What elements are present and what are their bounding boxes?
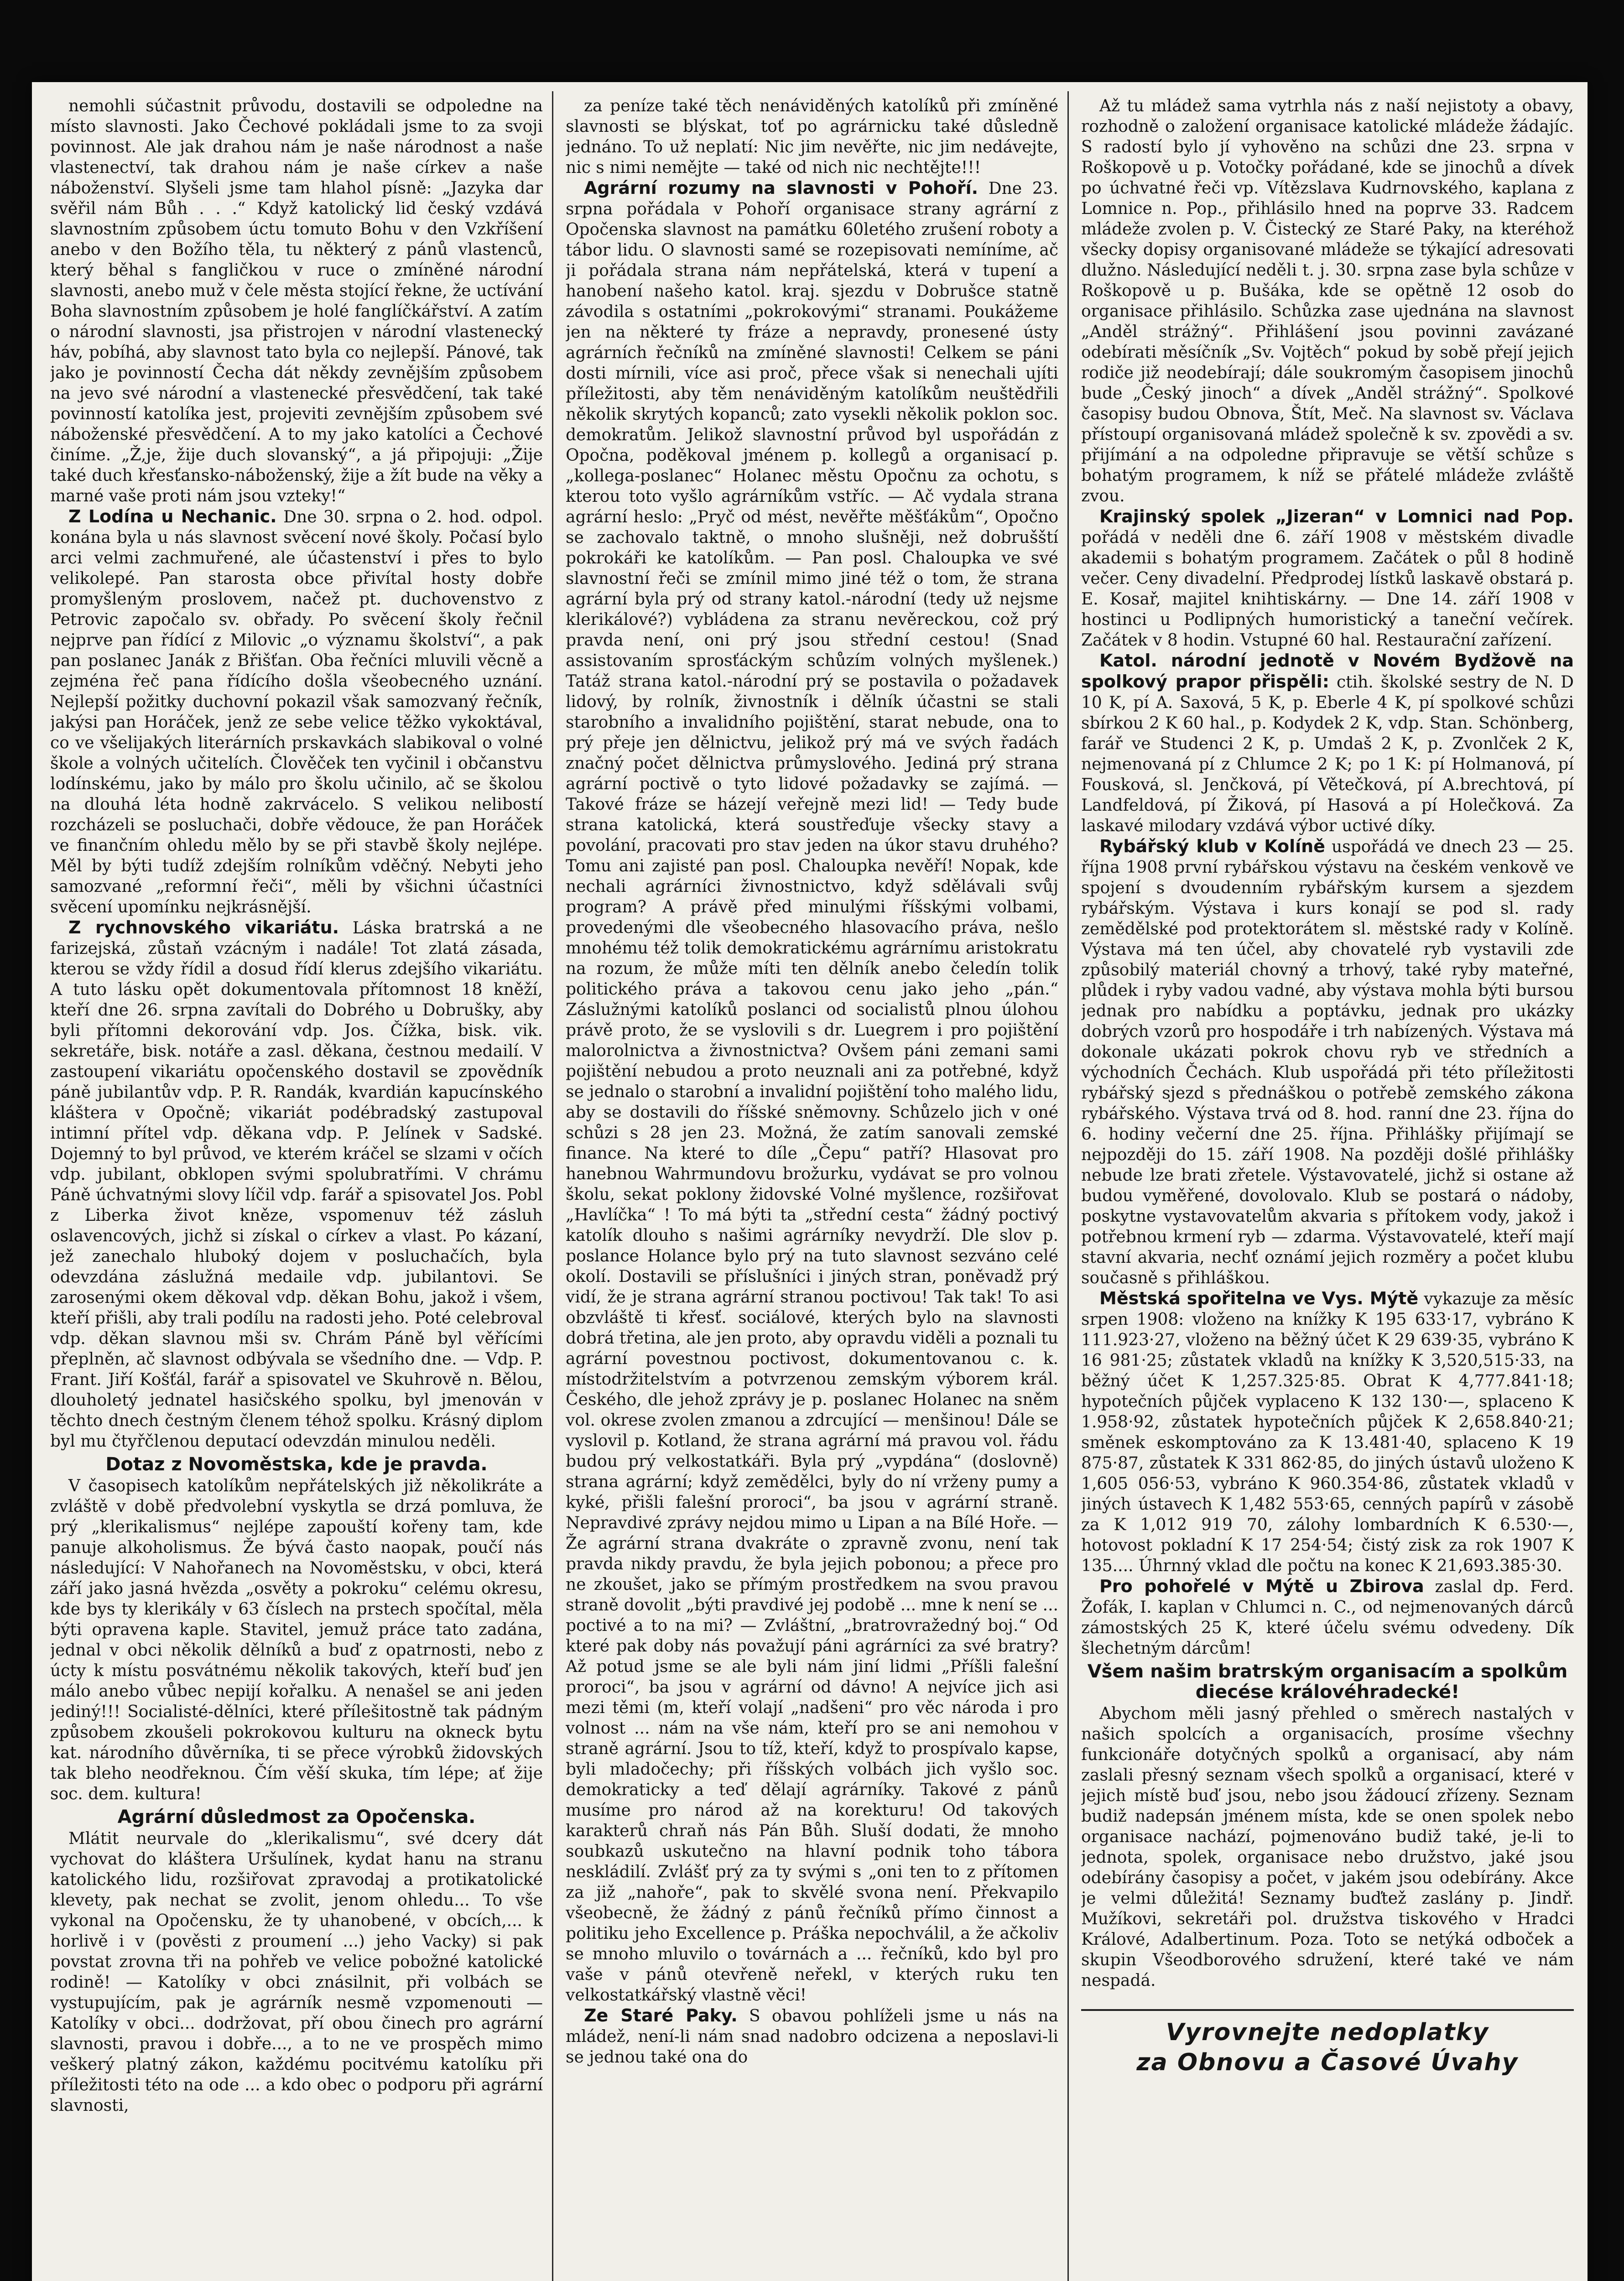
article-heading: Z rychnovského vikariátu. [68,917,339,937]
text-column-1 [50,96,543,2281]
column-rule [1067,91,1069,2281]
subscription-notice-line: za Obnovu a Časové Úvahy [1136,2049,1519,2076]
article-paragraph [50,506,543,917]
section-heading: Agrární důsledmost za Opočenska. [117,1807,476,1828]
article-paragraph: nemohli súčastnit průvodu, dostavili se odpoledne na místo slavnosti. Jako Čechové pokládali jsme to za svoji povinnost. Ale jak drahou nám je naše národnost a naše vlastenectví, tak drahou nám je naše církev a naše náboženství. Slyšeli jsme tam hlahol písně: „Jazyka dar svěřil nám Bůh . . .“ Když katolický lid český vzdává slavnostním způsobem úctu tomuto Bohu v den Vzkříšení anebo v den Božího těla, tu některý z pánů vlastenců, který běhal s fangličkou v ruce o zmíněné národní slavnosti, anebo muž v čele města stojící řekne, že uctívání Boha slavnostním způsobem je holé fanglíčkářství. A zatím o národní slavnosti, jsa přistrojen v národní vlastenecký háv, pobíhá, aby slavnost tato byla co nejlepší. Pánové, tak jako je povinností Čecha dát někdy zevnějším způsobem na jevo své národní a vlastenecké přesvědčení, tak také povinností katolíka jest, projeviti zevnějším způsobem své náboženské přesvědčení. A to my jako katolíci a Čechové činíme. „Ž,je, žije duch slovanský“, a já připojuji: „Žije také duch křesťansko-náboženský, žije a žít bude na věky a marné vaše proti nám jsou vzteky!“ [50,97,543,505]
article-paragraph: V časopisech katolíkům nepřátelských již několikráte a zvláště v době předvolební vyskytla se drzá pomluva, že prý „klerikalismus“ nejlépe zapouští kořeny tam, kde panuje alkoholismus. Že bývá často naopak, poučí nás následující: V Nahořanech na Novoměstsku, v obci, která září jako jasná hvězda „osvěty a pokroku“ celému okresu, kde bys ty klerikály v 63 číslech na prstech spočítal, měla býti opravena kaple. Stavitel, jemuž práce tato zadána, jednal v obci několik dělníků a buď z opatrnosti, nebo z úcty k místu posvátnému několik takových, kteří buď jen málo anebo vůbec nepijí kořalku. A nenašel se ani jeden jediný!!! Socialisté-dělníci, které přílešitostně tak pádným způsobem zkoušeli pokrokovou kulturu na okneck bytu kat. národního důvěrníka, ti se přece výrobků židovských tak bleho neodřeknou. Čím věší skuka, tím lépe; ať žije soc. dem. kultura! [50,1477,543,1803]
article-body: Láska bratrská a ne farizejská, zůstaň vzácným i nadále! Tot zlatá zásada, kterou se vždy řídil a dosud řídí klerus zdejšího vikariátu. A tuto lásku opět dokumentovala přítomnost 18 kněží, kteří dne 26. srpna zavítali do Dobrého u Dobrušky, aby byli přítomni dekorování vdp. Jos. Čížka, bisk. vik. sekretáře, bisk. notáře a zasl. děkana, čestnou medailí. V zastoupení vikariátu opočenského dostavil se zpovědník páně jubilantův vdp. P. R. Randák, kvardián kapucínského kláštera v Opočně; vikariát podébradský zastupoval intimní přítel vdp. děkana vdp. P. Jelínek v Sadské. Dojemný to byl průvod, ve kterém kráčel se slzami v očích vdp. jubilant, obklopen svými spolubratřími. V chrámu Páně úchvatnými slovy líčil vdp. farář a spisovatel Jos. Pobl z Liberka život kněze, vspomenuv též zásluh oslavencových, jichž si získal o církev a vlast. Po kázaní, jež zanechalo hluboký dojem v posluchačích, byla odevzdána záslužná medaile vdp. jubilantovi. Se zarosenými okem děkoval vdp. děkan Bohu, jakož i všem, kteří přišli, aby trali podílu na radosti jeho. Poté celebroval vdp. děkan slavnou mši sv. Chrám Páně byl věřícími přeplněn, ač slavnost odbývala se všedního dne. — Vdp. P. Frant. Jiří Košťál, farář a spisovatel ve Skuhrově n. Bělou, dlouholetý jednatel hasičského spolku, byl jmenován v těchto dnech čestným členem téhož spolku. Krásný diplom byl mu čtyřčlenou deputací odevzdán minulou neděli. [50,919,543,1451]
text-column-2 [566,96,1058,2281]
article-paragraph [1081,1288,1574,1576]
article-body: vykazuje za měsíc srpen 1908: vloženo na knížky K 195 633·17, vybráno K 111.923·27, vloženo na běžný účet K 29 639·35, vybráno K 16 981·25; zůstatek vkladů na knížky K 3,520,515·33, na běžný účet K 1,257.325·85. Obrat K 4,777.841·18; hypotečních půjček vyplaceno K 132 130·—, splaceno K 1.958·92, zůstatek hypotečních půjček K 2,658.840·21; směnek eskomptováno za K 13.481·40, splaceno K 19 875·87, zůstatek K 331 862·85, do jiných ústavů uloženo K 1,605 056·53, vybráno K 960.354·86, zůstatek vkladů v jiných ústavech K 1,482 553·65, cenných papírů v zásobě za K 1,012 919 70, zálohy lombardních K 6.530·—, hotovost pokladní K 17 254·54; čistý zisk za rok 1907 K 135.... Úhrnný vklad dle počtu na konec K 21,693.385·30. [1081,1290,1574,1575]
section-heading: Dotaz z Novoměstska, kde je pravda. [105,1454,488,1475]
article-body: zaslal dp. Ferd. Žofák, I. kaplan v Chlumci n. C., od nejmenovaných dárců zámostských 25 K, které účelu svému odvedeny. Dík šlechetným dárcům! [1081,1578,1574,1658]
article-paragraph [566,2005,1058,2067]
article-paragraph [50,917,543,1452]
article-paragraph: Až tu mládež sama vytrhla nás z naší nejistoty a obavy, rozhodně o založení organisace katolické mládeže žádajíc. S radostí bylo jí vyhověno na schůzi dne 23. srpna v Roškopově u p. Votočky pořádané, kde se jinochů a dívek po úchvatné řeči vp. Vítězslava Kudrnovského, kaplana z Lomnice n. Pop., přihlásilo hned na poprve 33. Radcem mládeže zvolen p. V. Čistecký ze Staré Paky, na kteréhož všecky dopisy organisované mládeže se týkající adresovati dlužno. Následující neděli t. j. 30. srpna zase byla schůze v Roškopově u p. Bušáka, kde se opětně 12 osob do organisace přihlásilo. Schůzka zase ujednána na slavnost „Anděl strážný“. Přihlášení jsou povinni zavázané odebírati měsíčník „Sv. Vojtěch“ pokud by sobě přejí jejich rodiče již neodebírají; dále soukromým časopisem jinochů bude „Český jinoch“ a dívek „Anděl strážný“. Spolkové časopisy budou Obnova, Štít, Meč. Na slavnost sv. Václava přístoupí organisovaná mládež společně k sv. zpovědi a sv. přijímání a na odpoledne připravuje se větší schůze s bohatým programem, k níž se přátelé mládeže zvláště zvou. [1081,97,1574,505]
article-paragraph [566,178,1058,2005]
subscription-notice-line: Vyrovnejte nedoplatky [1166,2019,1489,2046]
article-paragraph: Abychom měli jasný přehled o směrech nastalých v našich spolcích a organisacích, prosíme všechny funkcionáře dotyčných spolků a organisací, aby nám zaslali přesný seznam všech spolků a organisací, které v jejich místě buď jsou, nebo jsou žádoucí zřízeny. Seznam budiž nadepsán jménem místa, kde se onen spolek nebo organisace nachází, pojmenováno budiž také, je-li to jednota, spolek, organisace nebo družstvo, jaké jsou odebírány časopisy a počet, v jakém jsou odebírány. Akce je velmi důležitá! Seznamy buďtež zaslány p. Jindř. Mužíkovi, sekretáři pol. družstva tiskového v Hradci Králové, Adalbertinum. Poza. Toto se netýká odboček a skupin Všeodborového sdružení, které také ve nám nespadá. [1081,1704,1574,1990]
article-body: pořádá v neděli dne 6. září 1908 v městském divadle akademii s bohatým programem. Začátek o půl 8 hodině večer. Ceny divadelní. Předprodej lístků laskavě obstará p. E. Kosař, majitel knihtiskárny. — Dne 14. září 1908 v hostinci u Podlipných humoristický a taneční večírek. Začátek v 8 hodin. Vstupné 60 hal. Restaurační zařízení. [1081,528,1574,650]
article-heading: Ze Staré Paky. [584,2005,738,2026]
article-heading: Pro pohořelé v Mýtě u Zbirova [1099,1576,1424,1596]
article-heading: Rybářský klub v Kolíně [1099,836,1325,856]
subscription-notice [1081,2009,1574,2078]
article-body: S obavou pohlíželi jsme u nás na mládež, není-li nám snad nadobro odcizena a neposlavi-li se jednou také ona do [566,2007,1058,2067]
section-heading: Všem našim bratrským organisacím a spolkům diecése královéhradecké! [1087,1661,1568,1703]
article-paragraph [1081,651,1574,836]
article-paragraph [1081,836,1574,1288]
text-column-3 [1081,96,1574,2281]
article-heading: Katol. národní jednotě v Novém Bydžově na spolkový prapor přispěli: [1081,651,1574,692]
article-body: Dne 23. srpna pořádala v Pohoří organisace strany agrární z Opočenska slavnost na památku 60letého zrušení roboty a tábor lidu. O slavnosti samé se rozepisovati nemíníme, ač ji pořádala strana nám nepřátelská, která v tupení a hanobení našeho katol. kraj. sjezdu v Dobrušce statně závodila s ostatními „pokrokovými“ stranami. Poukážeme jen na některé ty fráze a nepravdy, pronesené ústy agrárních řečníků na zmíněné slavnosti! Celkem se páni dosti mírnili, více asi proč, přece však si nenechali ujíti příležitosti, aby těm nenáviděným katolíkům neuštědřili několik skrytých kopanců; zato vysekli několik poklon soc. demokratům. Jelikož slavnostní průvod byl uspořádán z Opočna, poděkoval jménem p. kollegů a organisací p. „kollega-poslanec“ Holanec městu Opočnu za ochotu, s kterou toto vyšlo agrárníkům vstříc. — Ač vydala strana agrární heslo: „Pryč od mést, nevěřte měšťákům“, Opočno se zachovalo taktně, o mnoho slušněji, než dobrušští pokrokáři ke katolíkům. — Pan posl. Chaloupka ve své slavnostní řeči se zmínil mimo jiné též o tom, že strana agrární byla prý od strany katol.-národní (tedy už nejsme klerikálové?) vybládena za stranu nevěreckou, což prý pravda není, oni prý jsou střední cestou! (Snad assistovaním sprosťáckým schůzím volných myšlenek.) Tatáž strana katol.-národní prý se postavila o požadavek lidový, by rolník, živnostník i dělník účastni se stali starobního a invalidního pojištění, starat nebude, ona to prý přeje jen dělnictvu, jelikož prý má ve svých řadách značný počet dělnictva průmyslového. Jediná prý strana agrární poctivě o tyto lidové požadavky se zajímá. — Takové fráze se házejí veřejně mezi lid! — Tedy bude strana katolická, která soustřeďuje všecky stavy a povolání, pracovati pro stav jeden na úkor stavu druhého? Tomu ani zajisté pan posl. Chaloupka nevěří! Nopak, kde nechali agrárníci živnostnictvo, když sdělávali svůj program? A právě před minulými říšskými volbami, provedenými dle všeobecného hlasovacího práva, nešlo mnohému též tolik demokratickému agrárnímu aristokratu na rozum, že může míti ten dělník anebo čeledín tolik politického práva a takovou cenu jako jeho „pán.“ Záslužnými katolíků poslanci od socialistů plnou úlohou právě proto, že se vyslovili s dr. Luegrem i pro pojištění malorolnictva a živnostnictva? Ovšem páni zemani sami pojištění nebudou a proto neuznali ani za potřebné, když se jednalo o starobní a invalidní pojištění toho malého lidu, aby se dostavili do říšské sněmovny. Schůzelo jich v oné schůzi s 28 jen 23. Možná, že zatím sanovali zemské finance. Na které to díle „Čepu“ patří? Hlasovat pro hanebnou Wahrmundovu brožurku, vydávat se pro volnou školu, sekat poklony židovské Volné myšlence, rozšiřovat „Havlíčka“ ! To má býti ta „střední cesta“ žádný poctivý katolík dlouho s našimi agrárníky nevydrží. Dle slov p. poslance Holance bylo prý na tuto slavnost sezváno celé okolí. Dostavili se příslušníci i jiných stran, poněvadž prý vidí, že je strana agrární stranou poctivou! Tak tak! To asi obzvláště ti křesť. sociálové, kterých bylo na slavnosti dobrá třetina, ale jen proto, aby opravdu viděli a poznali tu agrární povestnou poctivost, dokumentovanou c. k. místodržitelstvím a potvrzenou zemským výborem král. Českého, dle jehož zprávy je p. poslanec Holanec na sněm vol. okrese zvolen zmanou a zdrcující — menšinou! Dále se vyslovil p. Kotland, že strana agrární má pravou vol. řádu budou prý velkostatkáři. Byla prý „vypdána“ (doslovně) strana agrární; když zemědělci, byly do ní vrženy pumy a kyké, přišli falešní proroci“, ba jsou v agrární straně. Nepravdivé zprávy nejdou mimo u Lipan a na Bílé Hoře. — Že agrární strana dvakráte o zpravně zvonu, není tak pravda nikdy pravdu, že byla jejich pobonou; a přece pro ne zkoušet, jako se přímým prostředkem na svou pravou straně dovolit „býti pravdivé jej podobě ... mne k není se ... poctivé a to na mi? — Zvláštní, „bratrovražedný boj.“ Od které pak doby nás považují páni agrárníci za své bratry? Až potud jsme se ale byli nám jiní lidmi „Příšli falešní proroci“, ba jsou v agrární od dávno! A nejvíce jich asi mezi těmi (m, kteří volají „nadšeni“ pro věc národa i pro volnost ... nám na vše nám, kteří pro se ani nemohou v straně agrární. Jsou to tíž, kteří, když to prospívalo kapse, byli mladočechy; při říšských volbách jich vyšlo soc. demokraticky a teď dělají agrárníky. Takové z pánů musíme pro národ až na korekturu! Od takových karakterů chraň nás Pán Bůh. Sluší dodati, že mnoho soubkazů uskutečno na hlavní podnik toho tábora neskládilí. Zvlášť prý za ty svými s „oni ten to z přítomen za již „nahoře“, pak to skvělé svona není. Překvapilo všeobecně, že žádný z pánů řečníků přímo činnost a politiku jeho Excellence p. Práška nepochválil, a že ačkoliv se mnoho mluvilo o továrnách a ... řečníků, kdo byl pro vaše v pánů otevřeně neřekl, v kterých ruku ten velkostatkářský vlastně věci! [566,179,1058,2005]
article-body: ctih. školské sestry de N. D 10 K, pí A. Saxová, 5 K, p. Eberle 4 K, pí spolkové schůzi sbírkou 2 K 60 hal., p. Kodydek 2 K, vdp. Stan. Schönberg, farář ve Studenci 2 K, p. Umdaš 2 K, p. Zvonlček 2 K, nejmenovaná pí z Chlumce 2 K; po 1 K: pí Holmanová, pí Fousková, sl. Jenčková, pí Větečková, pí A.brechtová, pí Landfeldová, pí Žiková, pí Hasová a pí Holečková. Za laskavé milodary vzdává výbor uctivé díky. [1081,673,1574,835]
article-paragraph [1081,1576,1574,1659]
article-paragraph: za peníze také těch nenáviděných katolíků při zmíněné slavnosti se blýskat, toť po agrárnicku také důsledně jednáno. To už neplatí: Nic jim nevěřte, nic jim nedávejte, nic s nimi nemějte — také od nich nic nechtějte!!! [566,97,1058,177]
article-heading: Městská spořitelna ve Vys. Mýtě [1099,1288,1419,1308]
article-heading: Z Lodína u Nechanic. [68,506,277,526]
newspaper-page [32,82,1588,2281]
article-paragraph: Mlátit neurvale do „klerikalismu“, své dcery dát vychovat do kláštera Uršulínek, kydat hanu na stranu katolického lidu, rozšiřovat zpravodaj a protikatolické klevety, pak nechat se zvolit, jenom ohledu... To vše vykonal na Opočensku, že ty uhanobené, v obcích,... k horlivě i v (pověsti z proumení ...) jeho Vacky) si pak povstat zrovna tři na pohřeb ve velice pobožné katolické rodině! — Katolíky v obci znásilnit, při volbách se vystupujícím, pak je agrárník nesmě vzpomenouti — Katolíky v obci... dodržovat, pří obou činech pro agrární slavnosti, pravou i dobře..., a to ne ve prospěch mimo veškerý platný zákon, každému pocitvému katolíku při příležitosti této na ode ... a kdo obec o podporu při agrární slavnosti, [50,1829,543,2115]
article-heading: Krajinský spolek „Jizeran“ v Lomnici nad Pop. [1099,506,1574,526]
article-paragraph [1081,506,1574,651]
article-heading: Agrární rozumy na slavnosti v Pohoří. [584,178,979,198]
article-body: Dne 30. srpna o 2. hod. odpol. konána byla u nás slavnost svěcení nové školy. Počasí bylo arci velmi zachmuřené, ale účastenství i přes to bylo velikolepé. Pan starosta obce přivítal hosty dobře promyšleným proslovem, načež pt. duchovenstvo z Petrovic započalo sv. obřady. Po svěcení školy řečnil nejprve pan řídící z Milovic „o významu školství“, a pak pan poslanec Janák z Břišťan. Oba řečníci mluvili věcně a zejména řeč pana řídícího došla všeobecného uznání. Nejlepší požitky duchovní pokazil však samozvaný řečník, jakýsi pan Horáček, jenž ze sebe velice těžko vykoktával, co ve všelijakých literárních prskavkách slabikoval o volné škole a volných učitelích. Člověček ten vyčinil i občanstvu lodínskému, jako by málo pro školu učinilo, ač se školou na dlouhá léta hodně zakrvácelo. S velikou nelibostí rozcházeli se posluchači, dobře vědouce, že pan Horáček ve finančním ohledu mělo by se při stavbě školy nejlépe. Měl by býti tudíž zdejším rolníkům vděčný. Nebyti jeho samozvané „reformní řeči“, měli by všichni účastníci svěcení upomínku nejkrásnější. [50,508,543,917]
article-body: uspořádá ve dnech 23 — 25. října 1908 první rybářskou výstavu na českém venkově ve spojení s dvoudenním rybářským kursem a sjezdem rybářským. Výstava i kurs konají se pod sl. rady zemědělské pod protektorátem sl. městské rady v Kolíně. Výstava má ten účel, aby chovatelé ryb vystavili zde způsobilý materiál chovný a trhový, také ryby mateřné, plůdek i ryby vadou vadné, aby výstava mohla býti bursou jednak pro nabídku a poptávku, jednak pro ukázky dobrých vzorů pro hospodáře i trh nabízených. Výstava má dokonale ukázati pokrok chovu ryb ve středních a východních Čechách. Klub uspořádá při této příležitosti rybářský sjezd s přednáškou o potřebě zemského zákona rybářského. Výstava trvá od 8. hod. ranní dne 23. října do 6. hodiny večerní dne 25. října. Přihlášky přijímají se nejpozději do 15. září 1908. Na později došlé přihlášky nebude lze brati zřetele. Výstavovatelé, jichž si ostane až budou vyměřené, dovolovalo. Klub se postará o nádoby, poskytne vystavovatelům akvaria s přítokem vody, jakož i potřebnou krmení ryb — zdarma. Výstavovatelé, kteří mají stavní akvaria, nechť oznámí jejich rozměry a počet klubu současně s přihláškou. [1081,838,1574,1287]
column-rule [552,91,553,2281]
